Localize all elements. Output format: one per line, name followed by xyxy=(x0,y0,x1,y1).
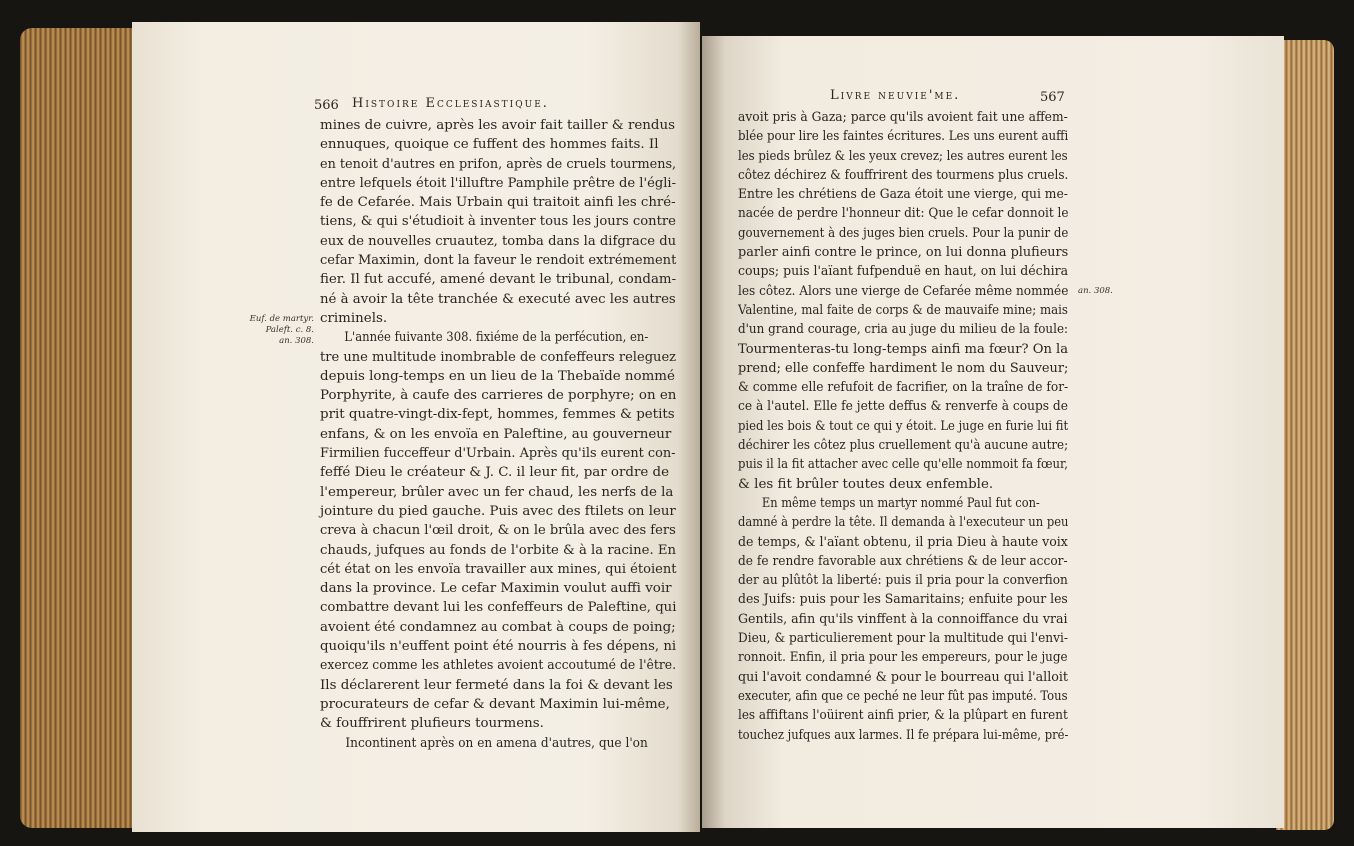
text-line: gouvernement à des juges bien cruels. Pour la punir de xyxy=(738,225,1069,241)
text-line: tiens, & qui s'étudioit à inventer tous les jours contre xyxy=(320,214,676,230)
text-line: Porphyrite, à caufe des carrieres de porphyre; on en xyxy=(320,388,677,404)
right-page-edge xyxy=(1276,40,1334,830)
margin-note-line: an. 308. xyxy=(1078,286,1113,296)
text-line: les côtez. Alors une vierge de Cefarée même nommée xyxy=(738,283,1069,299)
text-line: depuis long-temps en un lieu de la Thebaïde nommé xyxy=(320,368,675,384)
text-line: mines de cuivre, après les avoir fait tailler & rendus xyxy=(320,118,675,133)
text-line: l'empereur, brûler avec un fer chaud, les nerfs de la xyxy=(320,484,674,500)
text-line: enfans, & on les envoïa en Paleftine, au gouverneur xyxy=(320,426,672,442)
text-line: cét état on les envoïa travailler aux mines, qui étoient xyxy=(320,561,677,577)
text-line: exercez comme les athletes avoient accoutumé de l'être. xyxy=(320,658,677,674)
text-line: de fe rendre favorable aux chrétiens & de leur accor- xyxy=(738,553,1068,569)
text-line: les pieds brûlez & les yeux crevez; les autres eurent les xyxy=(738,148,1068,164)
text-line: Valentine, mal faite de corps & de mauvaife mine; mais xyxy=(738,302,1068,318)
left-page xyxy=(132,22,700,832)
right-page xyxy=(702,36,1284,828)
right-page-number: 567 xyxy=(1040,90,1065,105)
left-page-edge xyxy=(20,28,138,828)
text-line: qui l'avoit condamné & pour le bourreau qui l'alloit xyxy=(738,669,1069,685)
text-line: des Juifs: puis pour les Samaritains; enfuite pour les xyxy=(738,592,1068,608)
text-line: & les fit brûler toutes deux enfemble. xyxy=(738,476,994,492)
text-line: chauds, jufques au fonds de l'orbite & à la racine. En xyxy=(320,542,676,558)
text-line: & fouffrirent plufieurs tourmens. xyxy=(320,716,544,732)
margin-note-line: Euf. de martyr. xyxy=(249,314,314,324)
left-text-block xyxy=(320,116,676,753)
text-line: quoiqu'ils n'euffent point été nourris à fes dépens, ni xyxy=(320,639,677,655)
text-line: En même temps un martyr nommé Paul fut con- xyxy=(761,495,1040,511)
text-line: eux de nouvelles cruautez, tomba dans la difgrace du xyxy=(320,233,677,249)
text-line: Gentils, afin qu'ils vinffent à la connoiffance du vrai xyxy=(738,611,1068,627)
text-line: Incontinent après on en amena d'autres, que l'on xyxy=(345,735,648,751)
text-line: Ils déclarerent leur fermeté dans la foi & devant les xyxy=(320,677,673,693)
text-line: blée pour lire les faintes écritures. Les uns eurent auffi xyxy=(738,129,1069,145)
text-line: der au plûtôt la liberté: puis il pria pour la converfion xyxy=(738,573,1068,589)
text-line: d'un grand courage, cria au juge du milieu de la foule: xyxy=(738,322,1069,338)
text-line: touchez jufques aux larmes. Il fe prépara lui-même, pré- xyxy=(738,727,1069,743)
text-line: puis il la fit attacher avec celle qu'elle nommoit fa fœur, xyxy=(738,457,1068,473)
text-line: damné à perdre la tête. Il demanda à l'executeur un peu xyxy=(738,515,1069,531)
text-line: de temps, & l'aïant obtenu, il pria Dieu à haute voix xyxy=(738,534,1068,550)
text-line: L'année fuivante 308. fixiéme de la perfécution, en- xyxy=(344,330,649,346)
margin-note-line: Paleft. c. 8. xyxy=(265,325,314,335)
text-line: Dieu, & particulierement pour la multitude qui l'envi- xyxy=(738,631,1068,647)
text-line: coups; puis l'aïant fufpenduë en haut, on lui déchira xyxy=(738,264,1069,280)
text-line: & comme elle refufoit de facrifier, on la traîne de for- xyxy=(738,380,1069,396)
text-line: feffé Dieu le créateur & J. C. il leur fit, par ordre de xyxy=(320,465,670,481)
text-line: tre une multitude inombrable de confeffeurs releguez xyxy=(320,349,677,365)
text-line: Tourmenteras-tu long-temps ainfi ma fœur? On la xyxy=(738,341,1069,357)
text-line: côtez déchirez & fouffrirent des tourmens plus cruels. xyxy=(738,167,1069,183)
text-line: criminels. xyxy=(320,310,388,326)
text-line: en tenoit d'autres en prifon, après de cruels tourmens, xyxy=(320,156,677,172)
margin-note-line: an. 308. xyxy=(279,336,314,346)
right-text-block xyxy=(738,108,1068,745)
text-line: parler ainfi contre le prince, on lui donna plufieurs xyxy=(738,245,1069,261)
text-line: les affiftans l'oüirent ainfi prier, & la plûpart en furent xyxy=(738,708,1068,724)
text-line: ce à l'autel. Elle fe jette deffus & renverfe à coups de xyxy=(738,399,1068,415)
text-line: creva à chacun l'œil droit, & on le brûla avec des fers xyxy=(320,523,676,539)
text-line: né à avoir la tête tranchée & executé avec les autres xyxy=(320,291,676,307)
text-line: jointure du pied gauche. Puis avec des ftilets on leur xyxy=(320,503,676,519)
left-margin-note xyxy=(214,314,314,347)
text-line: avoit pris à Gaza; parce qu'ils avoient fait une affem- xyxy=(738,110,1068,125)
text-line: fier. Il fut accufé, amené devant le tribunal, condam- xyxy=(320,272,677,288)
text-line: dans la province. Le cefar Maximin voulut auffi voir xyxy=(320,581,672,597)
text-line: déchirer les côtez plus cruellement qu'à aucune autre; xyxy=(738,438,1069,454)
text-line: executer, afin que ce peché ne leur fût pas imputé. Tous xyxy=(738,688,1068,704)
text-line: cefar Maximin, dont la faveur le rendoit extrémement xyxy=(320,253,677,269)
right-margin-note xyxy=(1078,286,1128,297)
text-line: prit quatre-vingt-dix-fept, hommes, femmes & petits xyxy=(320,407,675,423)
text-line: entre lefquels étoit l'illuftre Pamphile prêtre de l'égli- xyxy=(320,175,677,191)
text-line: ennuques, quoique ce fuffent des hommes faits. Il xyxy=(320,137,659,153)
text-line: pied les bois & tout ce qui y étoit. Le juge en furie lui fit xyxy=(738,418,1069,434)
text-line: ronnoit. Enfin, il pria pour les empereurs, pour le juge xyxy=(738,650,1068,666)
text-line: avoient été condamnez au combat à coups de poing; xyxy=(320,619,676,635)
left-page-number: 566 xyxy=(314,98,339,113)
left-running-head: Histoire Ecclesiastique. xyxy=(352,96,549,111)
text-line: procurateurs de cefar & devant Maximin lui-même, xyxy=(320,696,670,712)
text-line: prend; elle confeffe hardiment le nom du Sauveur; xyxy=(738,360,1069,376)
right-running-head: Livre neuvie'me. xyxy=(830,88,961,103)
text-line: combattre devant lui les confeffeurs de Paleftine, qui xyxy=(320,600,677,616)
text-line: nacée de perdre l'honneur dit: Que le cefar donnoit le xyxy=(738,206,1069,222)
text-line: Firmilien fucceffeur d'Urbain. Après qu'ils eurent con- xyxy=(320,446,676,462)
text-line: fe de Cefarée. Mais Urbain qui traitoit ainfi les chré- xyxy=(320,195,676,211)
text-line: Entre les chrétiens de Gaza étoit une vierge, qui me- xyxy=(738,187,1068,203)
